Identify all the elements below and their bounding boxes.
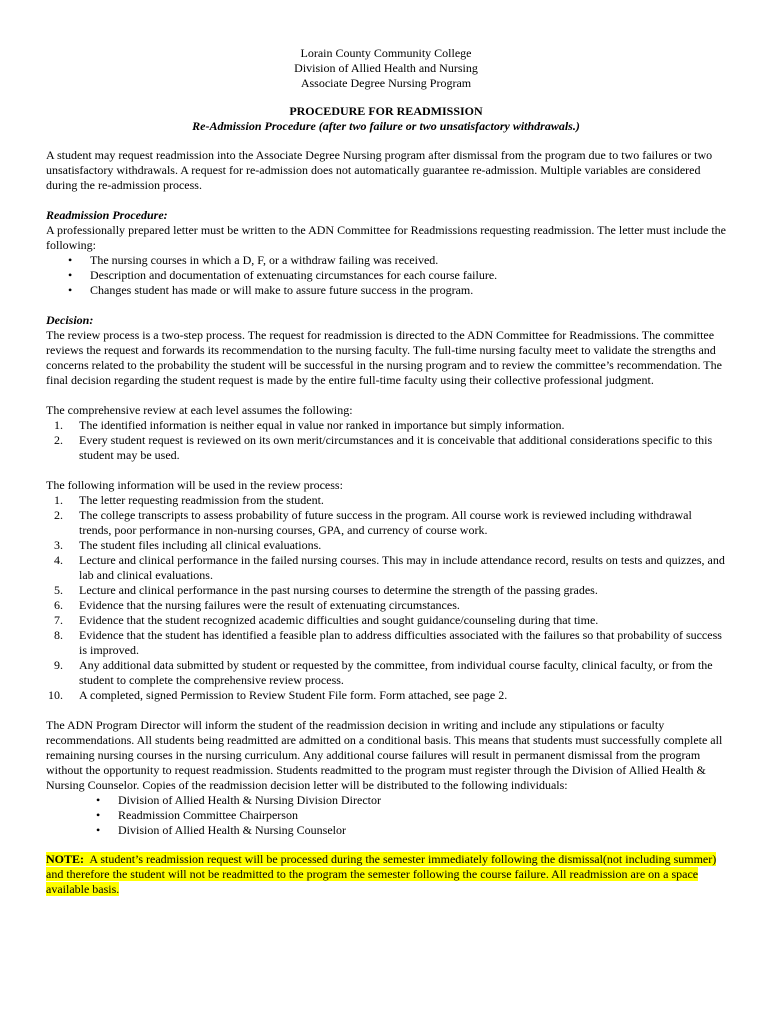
- note-label: NOTE:: [46, 852, 85, 866]
- list-item: [46, 433, 726, 463]
- list-item: • Division of Allied Health & Nursing Division Director: [96, 793, 726, 808]
- college-name: Lorain County Community College: [300, 46, 472, 60]
- list-item: [46, 418, 726, 433]
- document-subtitle: Re-Admission Procedure (after two failure or two unsatisfactory withdrawals.): [192, 119, 580, 133]
- readmission-text: A professionally prepared letter must be written to the ADN Committee for Readmissions requesting readmission. The letter must include the following:: [46, 223, 726, 252]
- item-text: A completed, signed Permission to Review Student File form. Form attached, see page 2.: [79, 688, 508, 702]
- readmission-list: [46, 253, 726, 298]
- list-item: [46, 658, 726, 688]
- distribution-list: [46, 793, 726, 838]
- list-item: [46, 628, 726, 658]
- list-item: • Division of Allied Health & Nursing Counselor: [96, 823, 726, 838]
- info-section: [46, 478, 726, 703]
- list-item: • Changes student has made or will make to assure future success in the program.: [68, 283, 726, 298]
- review-list: [46, 418, 726, 463]
- review-intro: The comprehensive review at each level assumes the following:: [46, 403, 353, 417]
- item-number: 7.: [54, 613, 63, 627]
- document-header: [46, 46, 726, 91]
- review-section: [46, 403, 726, 463]
- list-item: [46, 493, 726, 508]
- list-item: [46, 583, 726, 598]
- item-number: 2.: [54, 433, 63, 447]
- item-number: 3.: [54, 538, 63, 552]
- item-text: Evidence that the student has identified a feasible plan to address difficulties associated with the failures so that probability of success is improved.: [79, 628, 722, 657]
- item-text: Any additional data submitted by student or requested by the committee, from individual course faculty, clinical faculty, or from the student to complete the comprehensive review process.: [79, 658, 713, 687]
- note-paragraph: [46, 852, 726, 897]
- readmission-heading: Readmission Procedure:: [46, 208, 168, 222]
- decision-text: The review process is a two-step process. The request for readmission is directed to the ADN Committee for Readmissions. The committee reviews the request and forwards its recommendation to the nursing faculty. The full-time nursing faculty meet to validate the strengths and concerns related to the probability the student will be successful in the nursing program and to review the committee’s recommendation. The final decision regarding the student request is made by the entire full-time faculty using their collective professional judgment.: [46, 328, 722, 387]
- info-list: [46, 493, 726, 703]
- document-title: PROCEDURE FOR READMISSION: [289, 104, 483, 118]
- list-item: [46, 553, 726, 583]
- info-intro: The following information will be used in the review process:: [46, 478, 343, 492]
- item-text: The identified information is neither equal in value nor ranked in importance but simply information.: [79, 418, 565, 432]
- list-item: • Description and documentation of extenuating circumstances for each course failure.: [68, 268, 726, 283]
- decision-heading: Decision:: [46, 313, 94, 327]
- readmission-section: [46, 208, 726, 298]
- item-number: 4.: [54, 553, 63, 567]
- list-item: [46, 688, 726, 703]
- item-number: 6.: [54, 598, 63, 612]
- list-item: • The nursing courses in which a D, F, or a withdraw failing was received.: [68, 253, 726, 268]
- item-text: The student files including all clinical evaluations.: [79, 538, 322, 552]
- director-text: The ADN Program Director will inform the student of the readmission decision in writing and include any stipulations or faculty recommendations. All students being readmitted are admitted on a conditional basis. This means that students must successfully complete all remaining nursing courses in the nursing curriculum. Any additional course failures will result in permanent dismissal from the program without the opportunity to request readmission. Students readmitted to the program must register through the Division of Allied Health & Nursing Counselor. Copies of the readmission decision letter will be distributed to the following individuals:: [46, 718, 723, 792]
- list-item: [46, 598, 726, 613]
- list-item: • Readmission Committee Chairperson: [96, 808, 726, 823]
- program-name: Associate Degree Nursing Program: [300, 76, 472, 90]
- item-text: The college transcripts to assess probability of future success in the program. All course work is reviewed including withdrawal trends, poor performance in non-nursing courses, GPA, and currency of course work.: [79, 508, 692, 537]
- item-number: 1.: [54, 418, 63, 432]
- item-number: 2.: [54, 508, 63, 522]
- item-text: Every student request is reviewed on its own merit/circumstances and it is conceivable that additional considerations specific to this student may be used.: [79, 433, 713, 462]
- document-page: [46, 46, 726, 897]
- item-text: Lecture and clinical performance in the failed nursing courses. This may in include attendance record, results on tests and quizzes, and lab and clinical evaluations.: [79, 553, 725, 582]
- note-text: A student’s readmission request will be processed during the semester immediately following the dismissal(not including summer) and therefore the student will not be readmitted to the program the semester following the course failure. All readmission are on a space available basis.: [46, 852, 717, 896]
- list-item: [46, 508, 726, 538]
- item-number: 10.: [48, 688, 63, 702]
- list-item: [46, 538, 726, 553]
- item-text: Evidence that the nursing failures were the result of extenuating circumstances.: [79, 598, 460, 612]
- item-number: 8.: [54, 628, 63, 642]
- item-number: 1.: [54, 493, 63, 507]
- director-section: [46, 718, 726, 838]
- item-text: The letter requesting readmission from the student.: [79, 493, 324, 507]
- item-text: Lecture and clinical performance in the past nursing courses to determine the strength of the passing grades.: [79, 583, 598, 597]
- item-number: 5.: [54, 583, 63, 597]
- intro-paragraph: A student may request readmission into the Associate Degree Nursing program after dismissal from the program due to two failures or two unsatisfactory withdrawals. A request for re-admission does not automatically guarantee re-admission. Multiple variables are considered during the re-admission process.: [46, 148, 713, 192]
- list-item: [46, 613, 726, 628]
- decision-section: [46, 313, 726, 388]
- item-text: Evidence that the student recognized academic difficulties and sought guidance/counseling during that time.: [79, 613, 599, 627]
- division-name: Division of Allied Health and Nursing: [294, 61, 478, 75]
- title-block: [46, 104, 726, 134]
- item-number: 9.: [54, 658, 63, 672]
